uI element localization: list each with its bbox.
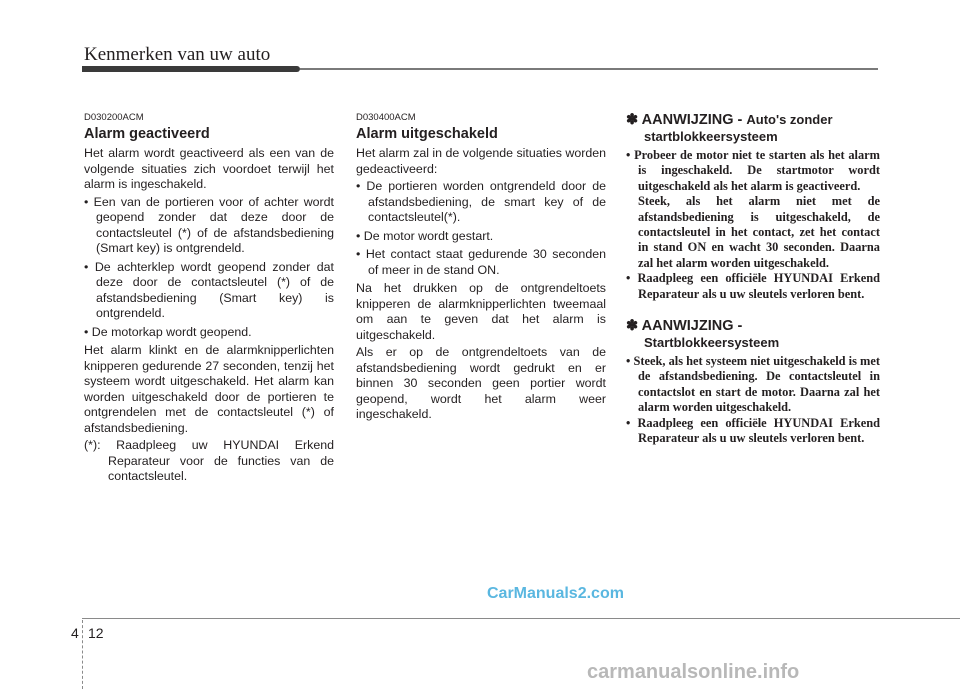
- note-block: [626, 318, 880, 446]
- paragraph: Na het drukken op de ontgrendeltoets knipperen de alarmknipperlichten tweemaal om aan te geven dat het alarm is uitgeschakeld.: [356, 281, 606, 342]
- page-number: 12: [88, 625, 104, 641]
- bullet-item: • De motor wordt gestart.: [356, 229, 606, 245]
- section-heading: Alarm uitgeschakeld: [356, 126, 498, 142]
- note-item-continuation: Steek, als het alarm niet met de afstandsbediening is uitgeschakeld, de contactsleutel in het contact, zet het contact in stand ON en wacht 30 seconden. Daarna zal het alarm worden uitgeschakeld.: [638, 194, 880, 270]
- paragraph: Als er op de ontgrendeltoets van de afstandsbediening wordt gedrukt en er binnen 30 seconden geen portier wordt geopend, wordt het alarm weer ingeschakeld.: [356, 345, 606, 421]
- column-alarm-activated: [84, 112, 334, 485]
- bullet-item: • Een van de portieren voor of achter wordt geopend zonder dat deze door de contactsleutel (*) of de afstandsbediening (Smart key) is ontgrendeld.: [84, 195, 334, 257]
- bullet-item: • Het contact staat gedurende 30 seconden of meer in de stand ON.: [356, 247, 606, 278]
- paragraph: Het alarm zal in de volgende situaties worden gedeactiveerd:: [356, 146, 607, 176]
- note-block: [626, 112, 880, 302]
- note-label: AANWIJZING -: [641, 112, 747, 128]
- chapter-number: 4: [71, 625, 79, 641]
- section-heading: Alarm geactiveerd: [84, 126, 210, 142]
- spacer: [626, 302, 880, 318]
- footnote: (*): Raadpleeg uw HYUNDAI Erkend Reparateur voor de functies van de contactsleutel.: [84, 438, 334, 483]
- note-item: • Probeer de motor niet te starten als het alarm is ingeschakeld. De startmotor wordt uitgeschakeld als het alarm is geactiveerd.: [626, 148, 880, 194]
- header-rule: [300, 68, 878, 70]
- note-subtitle: Auto's zonder startblokkeersysteem: [644, 112, 833, 144]
- paragraph: Het alarm wordt geactiveerd als een van de volgende situaties zich voordoet terwijl het alarm is ingeschakeld.: [84, 146, 334, 191]
- section-code: D030200ACM: [84, 112, 144, 123]
- note-item: • Raadpleeg een officiële HYUNDAI Erkend Reparateur als u uw sleutels verloren bent.: [626, 416, 880, 447]
- page-number-divider: [82, 620, 83, 689]
- note-subtitle: Startblokkeersysteem: [644, 334, 780, 350]
- star-icon: ✽: [626, 112, 639, 128]
- footer-rule: [82, 618, 960, 619]
- bullet-item: • De achterklep wordt geopend zonder dat deze door de contactsleutel (*) of de afstandsbediening (Smart key) is ontgrendeld.: [84, 260, 334, 322]
- column-alarm-deactivated: [356, 112, 606, 425]
- column-notes: [626, 112, 880, 447]
- note-item: • Steek, als het systeem niet uitgeschakeld is met de afstandsbediening. De contactsleutel in contactslot en start de motor. Daarna zal het alarm worden uitgeschakeld.: [626, 354, 880, 416]
- star-icon: ✽: [626, 318, 639, 335]
- note-heading: [626, 112, 880, 145]
- watermark-link[interactable]: CarManuals2.com: [487, 585, 624, 602]
- note-item: • Raadpleeg een officiële HYUNDAI Erkend Reparateur als u uw sleutels verloren bent.: [626, 271, 880, 302]
- note-heading: [626, 318, 880, 351]
- chapter-title: Kenmerken van uw auto: [84, 44, 271, 65]
- bullet-item: • De motorkap wordt geopend.: [84, 325, 334, 341]
- watermark-link[interactable]: carmanualsonline.info: [587, 661, 800, 683]
- paragraph: Het alarm klinkt en de alarmknipperlichten knipperen gedurende 27 seconden, tenzij het systeem wordt uitgeschakeld. Het alarm kan worden uitgeschakeld door de portieren te ontgrendelen met de contactsleutel (*) of afstandsbediening.: [84, 343, 334, 435]
- section-code: D030400ACM: [356, 112, 416, 123]
- note-label: AANWIJZING -: [641, 318, 743, 335]
- header-bar: [82, 66, 300, 72]
- bullet-item: • De portieren worden ontgrendeld door de afstandsbediening, de smart key of de contactsleutel(*).: [356, 179, 606, 226]
